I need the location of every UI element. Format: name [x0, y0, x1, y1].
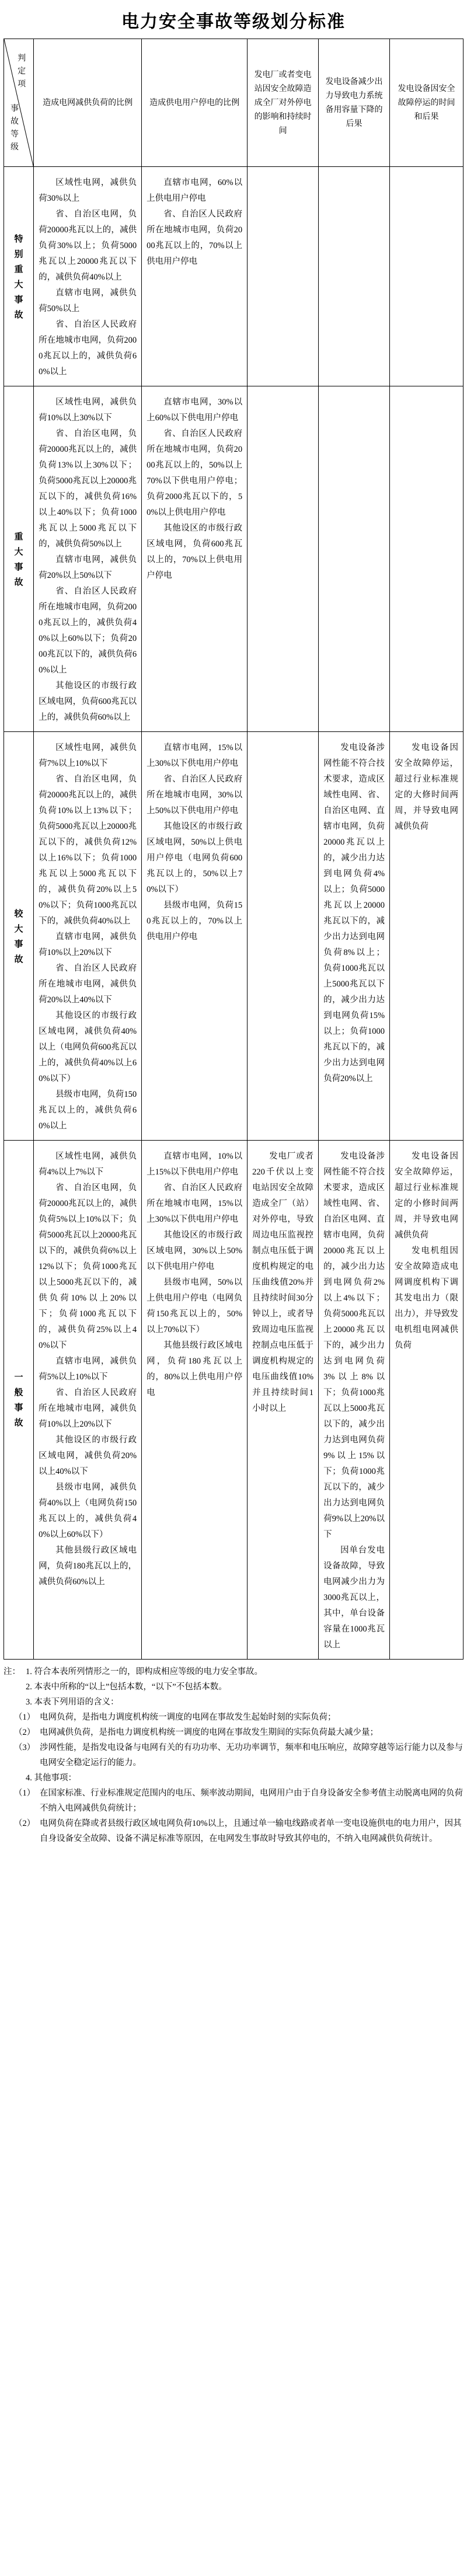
accident-level-cell	[4, 732, 34, 1141]
accident-level-label: 特别重大事故	[14, 233, 23, 320]
note-number: 3.	[26, 1697, 32, 1707]
criterion-paragraph: 省、自治区人民政府所在地城市电网，负荷2000兆瓦以上的，减供负荷60%以上	[39, 320, 137, 377]
column-header-grid-load-reduction: 造成电网减供负荷的比例	[34, 39, 142, 167]
other-item-number: （1）	[14, 1789, 36, 1798]
criterion-paragraph: 直辖市电网，30%以上60%以下供电用户停电	[147, 398, 243, 423]
table-row-serious	[4, 386, 463, 732]
table-row-major	[4, 732, 463, 1141]
other-item-1	[4, 1786, 463, 1816]
criterion-cell-1	[34, 1141, 142, 1660]
page-title: 电力安全事故等级划分标准	[121, 12, 346, 32]
accident-level-label: 一般事故	[14, 1372, 23, 1428]
criterion-cell-4	[319, 386, 390, 732]
criterion-paragraph: 直辖市电网，减供负荷5%以上10%以下	[39, 1357, 137, 1382]
criterion-cell-5	[390, 167, 463, 386]
criterion-paragraph: 发电设备涉网性能不符合技术要求，造成区域性电网、省、自治区电网、直辖市电网，负荷20000兆瓦以上的，减少出力达到电网负荷2%以上4%以下；负荷5000兆瓦以上20000兆瓦以下的，减少出力达到电网负荷3%以上8%以下；负荷1000兆瓦以上5000兆瓦以下的，减少出力达到电网负荷9%以上15%以下；负荷1000兆瓦以下的，减少出力达到电网负荷9%以上20%以下	[323, 1152, 385, 1539]
criterion-cell-3	[248, 732, 319, 1141]
criterion-paragraph: 省、自治区人民政府所在地城市电网，30%以上50%以下供电用户停电	[147, 775, 243, 815]
criterion-cell-2	[142, 732, 248, 1141]
criterion-paragraph: 省、自治区人民政府所在地城市电网，减供负荷20%以上40%以下	[39, 964, 137, 1005]
definition-number: （2）	[14, 1728, 36, 1737]
accident-level-cell	[4, 386, 34, 732]
criterion-paragraph: 县级市电网，减供负荷40%以上（电网负荷150兆瓦以上的，减供负荷40%以上60%以下）	[39, 1483, 137, 1539]
header-corner-cell	[4, 39, 34, 167]
criterion-paragraph: 省、自治区人民政府所在地城市电网，负荷2000兆瓦以上的，50%以上70%以下供电用户停电；负荷2000兆瓦以下的，50%以上供电用户停电	[147, 429, 243, 517]
table-body	[4, 167, 463, 1660]
criterion-cell-1	[34, 732, 142, 1141]
criterion-paragraph: 发电设备因安全故障停运，超过行业标准规定的大修时间两周，并导致电网减供负荷	[395, 743, 458, 831]
criterion-cell-3	[248, 167, 319, 386]
other-item-2	[4, 1816, 463, 1846]
column-header-reserve-capacity: 发电设备减少出力导致电力系统备用容量下降的后果	[319, 39, 390, 167]
other-item-number: （2）	[14, 1819, 36, 1828]
other-item-text: 在国家标准、行业标准规定范围内的电压、频率波动期间，电网用户由于自身设备安全参考值主动脱离电网的负荷不纳入电网减供负荷统计；	[40, 1789, 463, 1813]
criterion-cell-1	[34, 167, 142, 386]
note-number: 4.	[26, 1773, 32, 1783]
criterion-paragraph: 直辖市电网，60%以上供电用户停电	[147, 178, 243, 203]
accident-level-cell	[4, 167, 34, 386]
definition-1	[4, 1710, 463, 1725]
criterion-cell-4	[319, 1141, 390, 1660]
note-text: 本表中所称的“以上”包括本数，“以下”不包括本数。	[34, 1682, 227, 1692]
definition-text: 电网负荷，是指电力调度机构统一调度的电网在事故发生起始时刻的实际负荷；	[40, 1713, 336, 1722]
criterion-cell-4	[319, 732, 390, 1141]
criterion-paragraph: 其他设区的市级行政区域电网，50%以上供电用户停电（电网负荷600兆瓦以上的，50%以上70%以下）	[147, 822, 243, 894]
note-item-4	[4, 1770, 463, 1786]
accident-level-label: 重大事故	[14, 531, 23, 587]
definition-number: （1）	[14, 1713, 36, 1722]
criterion-cell-2	[142, 167, 248, 386]
criterion-cell-2	[142, 386, 248, 732]
criterion-paragraph: 区域性电网，减供负荷7%以上10%以下	[39, 743, 137, 768]
criterion-cell-4	[319, 167, 390, 386]
criterion-paragraph: 其他设区的市级行政区域电网，负荷600兆瓦以上的，减供负荷60%以上	[39, 681, 137, 722]
table-row-general	[4, 1141, 463, 1660]
criterion-paragraph: 发电设备因安全故障停运，超过行业标准规定的小修时间两周，并导致电网减供负荷	[395, 1152, 458, 1240]
table-header-row	[4, 39, 463, 167]
criterion-paragraph: 县级市电网，50%以上供电用户停电（电网负荷150兆瓦以上的，50%以上70%以下）	[147, 1278, 243, 1334]
criterion-paragraph: 直辖市电网，10%以上15%以下供电用户停电	[147, 1152, 243, 1177]
criterion-paragraph: 直辖市电网，15%以上30%以下供电用户停电	[147, 743, 243, 768]
criterion-paragraph: 直辖市电网，减供负荷20%以上50%以下	[39, 555, 137, 580]
criterion-paragraph: 县级市电网，负荷150兆瓦以上的，70%以上供电用户停电	[147, 901, 243, 942]
notes-label: 注：	[4, 1667, 20, 1676]
note-text: 其他事项：	[34, 1773, 76, 1783]
criterion-paragraph: 区域性电网，减供负荷30%以上	[39, 178, 137, 203]
criterion-cell-5	[390, 1141, 463, 1660]
criterion-paragraph: 县级市电网，负荷150兆瓦以上的，减供负荷60%以上	[39, 1090, 137, 1131]
note-text: 符合本表所列情形之一的，即构成相应等级的电力安全事故。	[34, 1667, 263, 1676]
definition-text: 电网减供负荷，是指电力调度机构统一调度的电网在事故发生期间的实际负荷最大减少量；	[40, 1728, 378, 1737]
criterion-paragraph: 其他设区的市级行政区域电网，减供负荷20%以上40%以下	[39, 1435, 137, 1476]
criterion-paragraph: 直辖市电网，减供负荷10%以上20%以下	[39, 932, 137, 957]
column-header-plant-outage: 发电厂或者变电站因安全故障造成全厂对外停电的影响和持续时间	[248, 39, 319, 167]
criterion-paragraph: 区域性电网，减供负荷4%以上7%以下	[39, 1152, 137, 1177]
accident-level-label: 较大事故	[14, 908, 23, 964]
definition-3	[4, 1740, 463, 1770]
other-item-text: 电网负荷在降或者县级行政区域电网负荷10%以上，且通过单一输电线路或者单一变电设施供电的电力用户，因其自身设备安全故障、设备不满足标准等原因，在电网发生事故时导致其停电的，不纳入电网减供负荷统计。	[40, 1819, 462, 1843]
definition-number: （3）	[14, 1743, 36, 1752]
definition-text: 涉网性能，是指发电设备与电网有关的有功功率、无功功率调节，频率和电压响应，故障穿越等运行能力以及参与电网安全稳定运行的能力。	[40, 1743, 463, 1768]
criterion-paragraph: 其他设区的市级行政区域电网，30%以上50%以下供电用户停电	[147, 1231, 243, 1271]
criterion-paragraph: 省、自治区电网，负荷20000兆瓦以上的，减供负荷13%以上30%以下；负荷5000兆瓦以上20000兆瓦以下的，减供负荷16%以上40%以下；负荷1000兆瓦以上5000兆瓦以下的，减供负荷50%以上	[39, 429, 137, 549]
note-item-2	[4, 1679, 463, 1695]
table-row-particularly-serious	[4, 167, 463, 386]
note-item-1	[4, 1664, 463, 1679]
criterion-cell-1	[34, 386, 142, 732]
criterion-cell-5	[390, 386, 463, 732]
column-header-user-outage: 造成供电用户停电的比例	[142, 39, 248, 167]
criterion-cell-2	[142, 1141, 248, 1660]
corner-label-criterion: 判定项	[18, 54, 26, 89]
criterion-paragraph: 发电设备涉网性能不符合技术要求，造成区域性电网、省、自治区电网、直辖市电网，负荷20000兆瓦以上的，减少出力达到电网负荷4%以上；负荷5000兆瓦以上20000兆瓦以下的，减少出力达到电网负荷8%以上；负荷1000兆瓦以上5000兆瓦以下的，减少出力达到电网负荷15%以上；负荷1000兆瓦以下的，减少出力达到电网负荷20%以上	[323, 743, 385, 1083]
criterion-paragraph: 因单台发电设备故障，导致电网减少出力为3000兆瓦以上，其中，单台设备容量在1000兆瓦以上	[323, 1546, 385, 1650]
criterion-paragraph: 省、自治区电网，负荷20000兆瓦以上的，减供负荷30%以上；负荷5000兆瓦以上20000兆瓦以下的，减供负荷40%以上	[39, 210, 137, 282]
criterion-paragraph: 发电厂或者220千伏以上变电站因安全故障造成全厂（站）对外停电，导致周边电压监视控制点电压低于调度机构规定的电压曲线值20%并且持续时间30分钟以上，或者导致周边电压监视控制点电压低于调度机构规定的电压曲线值10%并且持续时间1小时以上	[252, 1152, 314, 1413]
criterion-paragraph: 区域性电网，减供负荷10%以上30%以下	[39, 398, 137, 423]
criterion-paragraph: 其他县级行政区域电网，负荷180兆瓦以上的，减供负荷60%以上	[39, 1546, 137, 1587]
criterion-cell-3	[248, 1141, 319, 1660]
criterion-paragraph: 省、自治区人民政府所在地城市电网，减供负荷10%以上20%以下	[39, 1388, 137, 1429]
criterion-paragraph: 省、自治区电网，负荷20000兆瓦以上的，减供负荷10%以上13%以下；负荷5000兆瓦以上20000兆瓦以下的，减供负荷12%以上16%以下；负荷1000兆瓦以上5000兆瓦以下的，减供负荷20%以上50%以下；负荷1000兆瓦以下的，减供负荷40%以上	[39, 775, 137, 926]
note-text: 本表下列用语的含义：	[34, 1697, 119, 1707]
criterion-paragraph: 其他设区的市级行政区域电网，负荷600兆瓦以上的，70%以上供电用户停电	[147, 524, 243, 580]
column-header-generator-downtime: 发电设备因安全故障停运的时间和后果	[390, 39, 463, 167]
corner-label-level: 事故等级	[11, 104, 19, 152]
criterion-cell-5	[390, 732, 463, 1141]
notes-section	[4, 1664, 463, 1846]
note-number: 2.	[26, 1682, 32, 1692]
criterion-paragraph: 省、自治区人民政府所在地城市电网，15%以上30%以下供电用户停电	[147, 1183, 243, 1224]
note-number: 1.	[26, 1667, 32, 1676]
criterion-paragraph: 省、自治区人民政府所在地城市电网，负荷2000兆瓦以上的，70%以上供电用户停电	[147, 210, 243, 266]
note-item-3	[4, 1695, 463, 1710]
criterion-paragraph: 省、自治区人民政府所在地城市电网，负荷2000兆瓦以上的，减供负荷40%以上60%以下；负荷2000兆瓦以下的，减供负荷60%以上	[39, 587, 137, 675]
accident-grading-table	[4, 39, 463, 1660]
criterion-paragraph: 发电机组因安全故障造成电网调度机构下调其发电出力（限出力），并导致发电机组电网减供负荷	[395, 1246, 458, 1350]
criterion-paragraph: 其他县级行政区域电网，负荷180兆瓦以上的，80%以上供电用户停电	[147, 1341, 243, 1397]
accident-level-cell	[4, 1141, 34, 1660]
criterion-paragraph: 省、自治区电网，负荷20000兆瓦以上的，减供负荷5%以上10%以下；负荷5000兆瓦以上20000兆瓦以下的，减供负荷6%以上12%以下；负荷1000兆瓦以上5000兆瓦以下的，减供负荷10%以上20%以下；负荷1000兆瓦以下的，减供负荷25%以上40%以下	[39, 1183, 137, 1350]
definition-2	[4, 1725, 463, 1740]
criterion-paragraph: 直辖市电网，减供负荷50%以上	[39, 288, 137, 313]
criterion-cell-3	[248, 386, 319, 732]
criterion-paragraph: 其他设区的市级行政区域电网，减供负荷40%以上（电网负荷600兆瓦以上的，减供负荷40%以上60%以下）	[39, 1011, 137, 1083]
